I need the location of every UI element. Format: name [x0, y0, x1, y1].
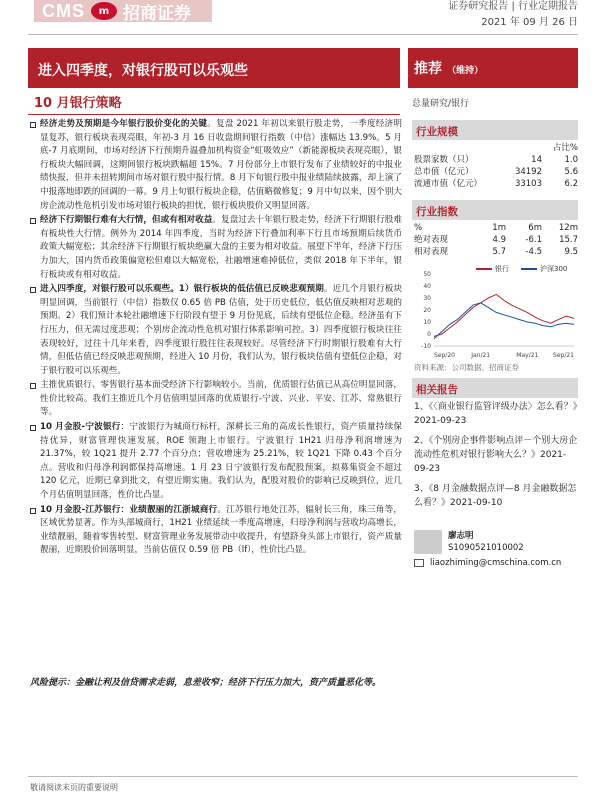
scale-value: 34192 — [514, 167, 542, 177]
logo-text-cms: CMS — [42, 0, 85, 21]
y-tick-label: -10 — [421, 343, 431, 350]
reports-heading: 相关报告 — [412, 378, 578, 398]
paragraph-text: 主推优质银行、零售银行基本面受经济下行影响较小。当前，优质银行估值已从高位明显回落，性价比较高。我们主推近几个月估值明显回落的优质银行-宁波、兴业、平安、江苏、常熟银行等。 — [40, 380, 402, 418]
y-tick-label: 10 — [423, 319, 431, 326]
bullet-icon — [30, 383, 36, 389]
analyst-row — [414, 530, 578, 554]
logo-text-cn: 招商证券 — [123, 3, 191, 24]
index-label: 相对表现 — [414, 247, 449, 257]
y-tick-label: 40 — [423, 283, 431, 290]
section-divider — [28, 114, 400, 115]
legend-label: 银行 — [495, 265, 509, 273]
page-header — [0, 0, 600, 40]
table-row — [414, 166, 578, 178]
series-line-0 — [434, 294, 574, 336]
paragraph-text: 。复盘 2021 年初以来银行股走势，一季度经济明显复苏，银行板块表现亮眼，年初-3 月 16 日收盘期间银行指数（中信）涨幅达 13.9%。5 月底-7 月底期间，市场对经济下行预期升温叠加机构资金“虹吸效应”（新能源板块表现亮眼），银行板块大幅回调，这期间银行板块跌幅超 15%。7 月份部分上市银行发布了业绩较好的中报业绩快报，但并未扭转期间市场对银行股中报行情。8 月下旬银行股中报业绩陆续披露，却上演了中报落地即跌的回调的一幕。9 月上旬银行板块企稳，估值略微修复；9 月中旬以来，因个别大房企流动性危机引发市场对银行板块的担忧，银行板块股价又明显回落。 — [40, 119, 402, 211]
section-title: 10 月银行策略 — [34, 96, 122, 111]
report-link[interactable]: 3、《8 月金融数据点评—8 月金融数据怎么看？》2021-09-10 — [414, 484, 577, 508]
index-col-header: 6m — [528, 223, 542, 233]
scale-pct: 6.2 — [564, 179, 578, 189]
body-paragraph — [30, 283, 402, 378]
recommendation-sub: （维持） — [447, 66, 484, 76]
paragraph-lead: 10 月金股-江苏银行：业绩靓丽的江浙城商行 — [40, 504, 218, 515]
body-paragraph — [30, 504, 402, 558]
paragraph-text: 。近几个月银行板块明显回调，当前银行（中信）指数仅 0.65 倍 PB 估值，处于历史低位，低估值反映相对悲观的预期。2）我们预计本轮社融增速下行阶段有望于 9 月份见底，后续有望低位企稳。经济虽有下行压力，但无需过度悲观；个别房企流动性危机对银行体系影响可控。3）四季度银行板块往往表现较好，过往十几年来看，四季度银行股往往表现较好。尽管经济下行时期银行股难有大行情，但低估值已经反映悲观预期，经进入 10 月份，我们认为，银行板块估值有望低位企稳，对于银行股可以乐观些。 — [40, 284, 402, 376]
report-link[interactable]: 1、《〈商业银行监管评级办法〉怎么看？》2021-09-23 — [414, 402, 578, 426]
paragraph-text: 。江苏银行地处江苏，辐射长三角，珠三角等，区域优势显著。作为头部城商行，1H21 业绩延续一季度高增速，归母净利润与营收均高增长，业绩靓丽，随着零售转型、财富管理业务发展带动中收提升，有望跻身头部上市银行，资产质量靓丽，近期股价回落明显，当前估值仅 0.59 倍 PB（lf），性价比凸显。 — [40, 504, 402, 556]
index-value: 5.7 — [492, 247, 506, 257]
scale-label: 股票家数（只） — [414, 155, 474, 165]
report-title: 进入四季度，对银行股可以乐观些 — [28, 48, 400, 88]
logo-mark-icon: m — [91, 2, 117, 20]
analyst-info — [414, 530, 578, 572]
main-body — [30, 118, 402, 718]
index-value: 15.7 — [559, 235, 578, 245]
header-divider — [28, 34, 578, 35]
index-heading: 行业指数 — [412, 200, 578, 220]
index-col-header: % — [414, 223, 423, 233]
scale-unit-header: 占比% — [552, 143, 578, 153]
paragraph-text: ：宁波银行为城商行标杆，深耕长三角的高成长性银行，资产质量持续保持优异，财富管理快速发展，ROE 领跑上市银行。宁波银行 1H21 归母净利润增速为 21.37%，较 1Q21 提升 2.77 个百分点；营收增速为 25.21%，较 1Q21 下降 0.43 个百分点。营收和归母净利润都保持高增速。1 月 23 日宁波银行发布配股预案，拟募集资金不超过 120 亿元，近期已拿到批文，有望近期实施。我们认为，配股对股价的影响已反映到位，近几个月估值明显回落，性价比凸显。 — [40, 422, 402, 501]
index-value: 4.9 — [492, 235, 506, 245]
index-value: -6.1 — [525, 235, 542, 245]
paragraph-lead: 进入四季度，对银行股可以乐观些。1）银行板块的低估值已反映悲观预期 — [40, 284, 324, 295]
table-row — [414, 178, 578, 190]
table-row — [414, 234, 578, 246]
recommendation-label: 推荐 — [414, 61, 442, 77]
body-paragraph — [30, 118, 402, 213]
bullet-icon — [30, 218, 36, 224]
analyst-cert: S1090521010002 — [448, 543, 524, 553]
scale-pct: 5.6 — [564, 167, 578, 177]
paragraph-text: 。复盘过去十年银行股走势，经济下行期银行股难有板块性大行情。例外为 2014 年四季度，当时为经济下行叠加利率下行且市场预期后续货币政策大幅宽松；其余经济下行期银行板块绝赢大盘的主要为相对收益。展望下半年，经济下行压力加大，国内货币政策偏宽松但难以大幅宽松，社融增速难掉低位，类似 2018 年下半年，银行板块或有相对收益。 — [40, 215, 402, 280]
footer-divider — [28, 776, 578, 777]
paragraph-lead: 经济下行期银行难有大行情，但或有相对收益 — [40, 215, 213, 226]
bullet-icon — [30, 425, 36, 431]
scale-header-row — [414, 142, 578, 154]
analyst-name: 廖志明 — [448, 531, 474, 541]
risk-warning: 风险提示：金融让利及信贷需求走弱，息差收窄；经济下行压力加大，资产质量恶化等。 — [30, 678, 382, 688]
scale-table — [414, 142, 578, 190]
x-tick-label: May/21 — [516, 352, 539, 359]
footer-note: 敬请阅读末页的重要说明 — [30, 783, 118, 792]
body-paragraph — [30, 379, 402, 420]
bullet-icon — [30, 287, 36, 293]
scale-value: 14 — [531, 155, 542, 165]
index-col-header: 12m — [558, 223, 578, 233]
x-tick-label: Sep/21 — [553, 352, 574, 359]
chart-source: 资料来源：公司数据、招商证券 — [414, 363, 519, 372]
legend-label: 沪深300 — [540, 265, 568, 273]
report-meta — [448, 0, 578, 30]
index-header-row — [414, 222, 578, 234]
table-row — [414, 246, 578, 258]
scale-label: 流通市值（亿元） — [414, 179, 483, 189]
related-reports — [414, 400, 578, 516]
bullet-icon — [30, 508, 36, 514]
x-tick-label: Sep/20 — [434, 352, 455, 359]
recommendation-badge — [408, 48, 578, 88]
y-tick-label: 0 — [427, 331, 431, 338]
side-category: 总量研究/银行 — [412, 99, 470, 109]
report-type: 证券研究报告 | 行业定期报告 — [448, 1, 578, 12]
report-link[interactable]: 2、《个别房企事件影响点评－个别大房企流动性危机对银行影响大么？》2021-09-23 — [414, 436, 578, 474]
bullet-icon — [30, 122, 36, 128]
y-tick-label: 30 — [423, 295, 431, 302]
index-value: 9.5 — [564, 247, 578, 257]
body-paragraph — [30, 421, 402, 503]
index-table — [414, 222, 578, 258]
series-line-1 — [434, 303, 574, 339]
paragraph-lead: 经济走势及预期是今年银行股价变化的关键 — [40, 119, 208, 129]
company-logo — [42, 0, 191, 22]
report-date: 2021 年 09 月 26 日 — [481, 17, 578, 28]
scale-pct: 1.0 — [564, 155, 578, 165]
analyst-email[interactable]: liaozhiming@cmschina.com.cn — [430, 558, 562, 568]
index-chart — [414, 270, 578, 360]
scale-heading: 行业规模 — [412, 120, 578, 140]
y-tick-label: 20 — [423, 307, 431, 314]
scale-label: 总市值（亿元） — [414, 167, 474, 177]
email-icon — [414, 559, 424, 567]
index-col-header: 1m — [492, 223, 506, 233]
analyst-email-row — [414, 557, 578, 569]
scale-value: 33103 — [514, 179, 542, 189]
paragraph-lead: 10 月金股-宁波银行 — [40, 422, 121, 433]
body-paragraph — [30, 214, 402, 282]
index-label: 绝对表现 — [414, 235, 449, 245]
x-tick-label: Jan/21 — [471, 352, 491, 359]
y-tick-label: 50 — [423, 271, 431, 278]
avatar — [414, 530, 442, 554]
index-value: -4.5 — [525, 247, 542, 257]
table-row — [414, 154, 578, 166]
